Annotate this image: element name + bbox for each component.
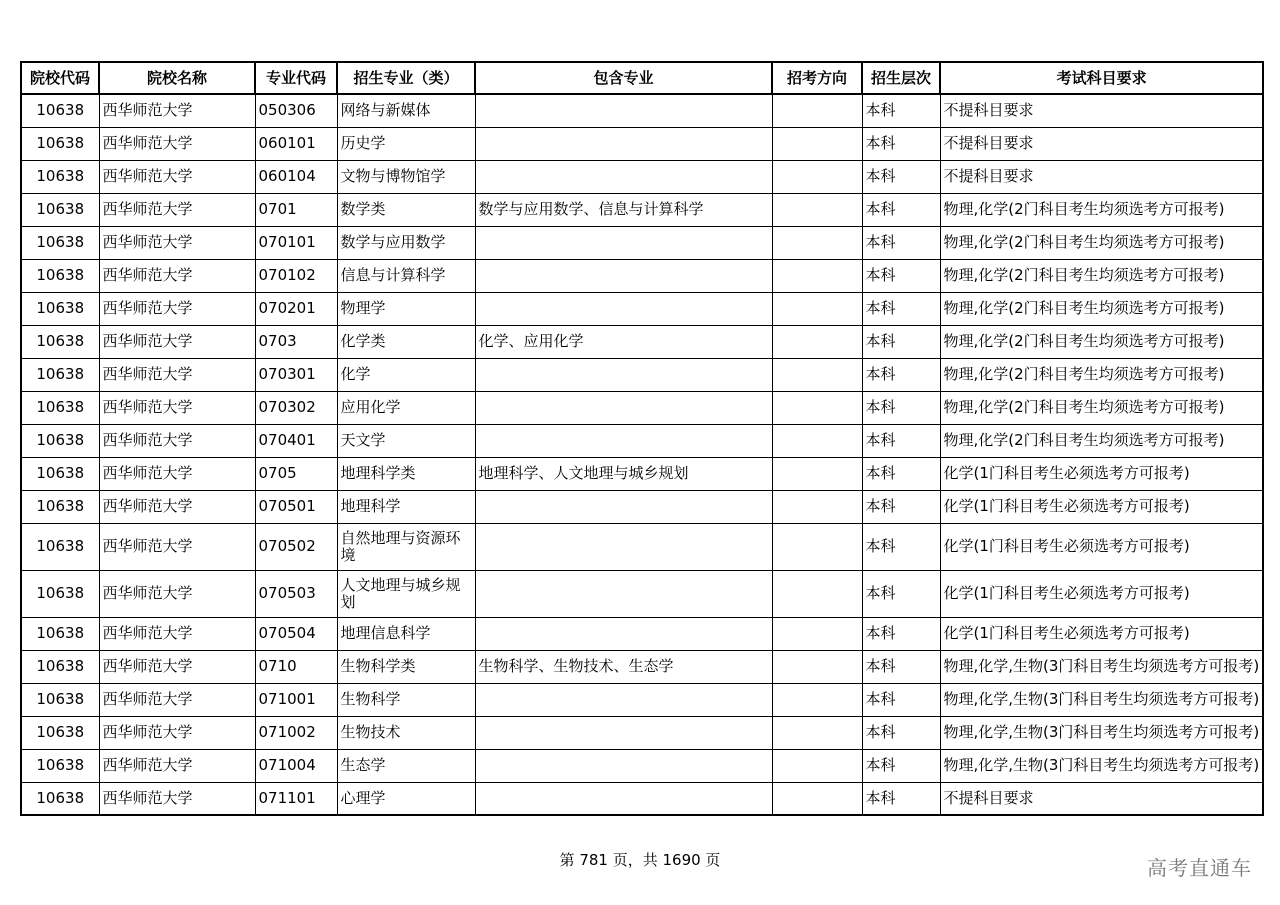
cell-requirement: 物理,化学(2门科目考生均须选考方可报考) [940, 391, 1263, 424]
cell-major: 数学与应用数学 [337, 226, 475, 259]
cell-school-name: 西华师范大学 [99, 259, 255, 292]
header-includes: 包含专业 [475, 62, 772, 94]
table-row [21, 292, 1263, 325]
cell-major: 生物技术 [337, 716, 475, 749]
table-row [21, 457, 1263, 490]
cell-level: 本科 [862, 391, 940, 424]
cell-major: 地理科学类 [337, 457, 475, 490]
cell-school-name: 西华师范大学 [99, 617, 255, 650]
cell-requirement: 物理,化学(2门科目考生均须选考方可报考) [940, 325, 1263, 358]
cell-school-code: 10638 [21, 570, 99, 617]
cell-direction [772, 617, 862, 650]
cell-major-code: 060101 [255, 127, 337, 160]
cell-requirement: 物理,化学(2门科目考生均须选考方可报考) [940, 358, 1263, 391]
cell-school-name: 西华师范大学 [99, 127, 255, 160]
cell-school-name: 西华师范大学 [99, 292, 255, 325]
table-row [21, 490, 1263, 523]
header-direction: 招考方向 [772, 62, 862, 94]
table-row [21, 358, 1263, 391]
cell-school-name: 西华师范大学 [99, 160, 255, 193]
cell-includes: 数学与应用数学、信息与计算科学 [475, 193, 772, 226]
cell-major: 化学 [337, 358, 475, 391]
cell-includes [475, 127, 772, 160]
cell-includes [475, 226, 772, 259]
cell-level: 本科 [862, 716, 940, 749]
header-school-name: 院校名称 [99, 62, 255, 94]
cell-includes [475, 424, 772, 457]
cell-school-code: 10638 [21, 749, 99, 782]
header-school-code: 院校代码 [21, 62, 99, 94]
cell-major: 天文学 [337, 424, 475, 457]
table-row [21, 226, 1263, 259]
table-row [21, 424, 1263, 457]
cell-direction [772, 226, 862, 259]
cell-major: 化学类 [337, 325, 475, 358]
cell-level: 本科 [862, 358, 940, 391]
table-row [21, 749, 1263, 782]
cell-requirement: 不提科目要求 [940, 94, 1263, 127]
cell-school-code: 10638 [21, 523, 99, 570]
cell-major: 生物科学类 [337, 650, 475, 683]
table-body [21, 94, 1263, 815]
cell-includes [475, 749, 772, 782]
cell-major-code: 070302 [255, 391, 337, 424]
cell-school-code: 10638 [21, 193, 99, 226]
table-row [21, 193, 1263, 226]
cell-major-code: 0703 [255, 325, 337, 358]
cell-requirement: 物理,化学,生物(3门科目考生均须选考方可报考) [940, 716, 1263, 749]
cell-major-code: 070102 [255, 259, 337, 292]
cell-direction [772, 94, 862, 127]
cell-requirement: 物理,化学(2门科目考生均须选考方可报考) [940, 292, 1263, 325]
cell-school-name: 西华师范大学 [99, 424, 255, 457]
cell-direction [772, 160, 862, 193]
cell-major: 网络与新媒体 [337, 94, 475, 127]
cell-requirement: 物理,化学(2门科目考生均须选考方可报考) [940, 226, 1263, 259]
cell-level: 本科 [862, 650, 940, 683]
cell-major: 地理信息科学 [337, 617, 475, 650]
header-requirement: 考试科目要求 [940, 62, 1263, 94]
header-level: 招生层次 [862, 62, 940, 94]
cell-school-code: 10638 [21, 94, 99, 127]
cell-level: 本科 [862, 617, 940, 650]
table-row [21, 650, 1263, 683]
cell-major-code: 060104 [255, 160, 337, 193]
cell-school-code: 10638 [21, 292, 99, 325]
page-number: 第 781 页，共 1690 页 [559, 851, 721, 869]
cell-direction [772, 782, 862, 815]
cell-major-code: 0705 [255, 457, 337, 490]
cell-requirement: 物理,化学(2门科目考生均须选考方可报考) [940, 424, 1263, 457]
cell-includes [475, 358, 772, 391]
cell-school-name: 西华师范大学 [99, 683, 255, 716]
cell-major: 文物与博物馆学 [337, 160, 475, 193]
cell-includes [475, 683, 772, 716]
cell-school-code: 10638 [21, 490, 99, 523]
cell-major-code: 070101 [255, 226, 337, 259]
cell-level: 本科 [862, 749, 940, 782]
table-row [21, 325, 1263, 358]
cell-level: 本科 [862, 782, 940, 815]
cell-requirement: 化学(1门科目考生必须选考方可报考) [940, 457, 1263, 490]
cell-major-code: 071001 [255, 683, 337, 716]
cell-school-code: 10638 [21, 358, 99, 391]
cell-school-name: 西华师范大学 [99, 570, 255, 617]
cell-major: 应用化学 [337, 391, 475, 424]
watermark: 高考直通车 [1147, 856, 1252, 880]
cell-includes [475, 570, 772, 617]
cell-major-code: 070504 [255, 617, 337, 650]
cell-school-code: 10638 [21, 424, 99, 457]
cell-school-code: 10638 [21, 127, 99, 160]
cell-level: 本科 [862, 193, 940, 226]
cell-requirement: 物理,化学,生物(3门科目考生均须选考方可报考) [940, 683, 1263, 716]
cell-major: 历史学 [337, 127, 475, 160]
table-row [21, 523, 1263, 570]
cell-direction [772, 490, 862, 523]
cell-level: 本科 [862, 226, 940, 259]
cell-school-name: 西华师范大学 [99, 749, 255, 782]
cell-level: 本科 [862, 325, 940, 358]
cell-includes [475, 490, 772, 523]
cell-school-name: 西华师范大学 [99, 391, 255, 424]
cell-requirement: 物理,化学,生物(3门科目考生均须选考方可报考) [940, 749, 1263, 782]
header-major: 招生专业（类） [337, 62, 475, 94]
cell-major-code: 0710 [255, 650, 337, 683]
cell-requirement: 化学(1门科目考生必须选考方可报考) [940, 490, 1263, 523]
cell-major: 自然地理与资源环境 [337, 523, 475, 570]
cell-school-name: 西华师范大学 [99, 523, 255, 570]
cell-major: 物理学 [337, 292, 475, 325]
cell-direction [772, 127, 862, 160]
cell-major: 信息与计算科学 [337, 259, 475, 292]
table-row [21, 683, 1263, 716]
cell-direction [772, 292, 862, 325]
cell-requirement: 物理,化学,生物(3门科目考生均须选考方可报考) [940, 650, 1263, 683]
cell-includes [475, 292, 772, 325]
cell-includes [475, 716, 772, 749]
cell-major: 数学类 [337, 193, 475, 226]
cell-includes [475, 617, 772, 650]
table-row [21, 716, 1263, 749]
cell-major-code: 070503 [255, 570, 337, 617]
cell-major-code: 070201 [255, 292, 337, 325]
cell-school-code: 10638 [21, 325, 99, 358]
cell-requirement: 化学(1门科目考生必须选考方可报考) [940, 617, 1263, 650]
cell-level: 本科 [862, 570, 940, 617]
cell-major: 地理科学 [337, 490, 475, 523]
table-row [21, 570, 1263, 617]
cell-school-name: 西华师范大学 [99, 650, 255, 683]
cell-school-name: 西华师范大学 [99, 226, 255, 259]
cell-major-code: 070502 [255, 523, 337, 570]
table-row [21, 617, 1263, 650]
cell-includes [475, 160, 772, 193]
cell-school-code: 10638 [21, 650, 99, 683]
cell-direction [772, 358, 862, 391]
header-major-code: 专业代码 [255, 62, 337, 94]
cell-school-code: 10638 [21, 259, 99, 292]
table-row [21, 160, 1263, 193]
cell-level: 本科 [862, 259, 940, 292]
cell-level: 本科 [862, 457, 940, 490]
cell-includes: 化学、应用化学 [475, 325, 772, 358]
cell-school-code: 10638 [21, 716, 99, 749]
cell-school-code: 10638 [21, 683, 99, 716]
cell-requirement: 物理,化学(2门科目考生均须选考方可报考) [940, 193, 1263, 226]
cell-school-code: 10638 [21, 226, 99, 259]
cell-major-code: 071002 [255, 716, 337, 749]
cell-school-name: 西华师范大学 [99, 94, 255, 127]
cell-school-name: 西华师范大学 [99, 457, 255, 490]
cell-requirement: 不提科目要求 [940, 160, 1263, 193]
cell-direction [772, 683, 862, 716]
cell-requirement: 不提科目要求 [940, 782, 1263, 815]
cell-direction [772, 193, 862, 226]
cell-requirement: 物理,化学(2门科目考生均须选考方可报考) [940, 259, 1263, 292]
cell-level: 本科 [862, 292, 940, 325]
cell-major-code: 050306 [255, 94, 337, 127]
cell-requirement: 化学(1门科目考生必须选考方可报考) [940, 570, 1263, 617]
cell-school-name: 西华师范大学 [99, 325, 255, 358]
cell-school-code: 10638 [21, 617, 99, 650]
cell-major-code: 0701 [255, 193, 337, 226]
cell-includes [475, 523, 772, 570]
cell-major: 生物科学 [337, 683, 475, 716]
cell-direction [772, 391, 862, 424]
cell-includes [475, 391, 772, 424]
admission-table [20, 61, 1264, 816]
cell-includes [475, 782, 772, 815]
cell-requirement: 化学(1门科目考生必须选考方可报考) [940, 523, 1263, 570]
cell-level: 本科 [862, 523, 940, 570]
cell-includes [475, 259, 772, 292]
cell-school-name: 西华师范大学 [99, 716, 255, 749]
cell-school-code: 10638 [21, 782, 99, 815]
cell-school-name: 西华师范大学 [99, 358, 255, 391]
cell-direction [772, 650, 862, 683]
table-row [21, 127, 1263, 160]
cell-major-code: 070301 [255, 358, 337, 391]
table-row [21, 259, 1263, 292]
table-row [21, 782, 1263, 815]
cell-direction [772, 749, 862, 782]
cell-school-code: 10638 [21, 160, 99, 193]
cell-direction [772, 570, 862, 617]
cell-major-code: 071101 [255, 782, 337, 815]
cell-level: 本科 [862, 127, 940, 160]
cell-major-code: 070401 [255, 424, 337, 457]
cell-level: 本科 [862, 424, 940, 457]
cell-school-name: 西华师范大学 [99, 193, 255, 226]
cell-level: 本科 [862, 683, 940, 716]
cell-direction [772, 259, 862, 292]
cell-requirement: 不提科目要求 [940, 127, 1263, 160]
table-row [21, 391, 1263, 424]
cell-includes: 生物科学、生物技术、生态学 [475, 650, 772, 683]
cell-major-code: 071004 [255, 749, 337, 782]
cell-major: 心理学 [337, 782, 475, 815]
cell-includes: 地理科学、人文地理与城乡规划 [475, 457, 772, 490]
cell-includes [475, 94, 772, 127]
cell-school-code: 10638 [21, 457, 99, 490]
cell-level: 本科 [862, 94, 940, 127]
cell-school-code: 10638 [21, 391, 99, 424]
cell-major-code: 070501 [255, 490, 337, 523]
cell-direction [772, 424, 862, 457]
cell-school-name: 西华师范大学 [99, 782, 255, 815]
cell-level: 本科 [862, 490, 940, 523]
cell-direction [772, 523, 862, 570]
cell-major: 人文地理与城乡规划 [337, 570, 475, 617]
cell-direction [772, 716, 862, 749]
cell-school-name: 西华师范大学 [99, 490, 255, 523]
table-header [21, 62, 1263, 94]
cell-direction [772, 457, 862, 490]
table-row [21, 94, 1263, 127]
cell-direction [772, 325, 862, 358]
cell-level: 本科 [862, 160, 940, 193]
cell-major: 生态学 [337, 749, 475, 782]
